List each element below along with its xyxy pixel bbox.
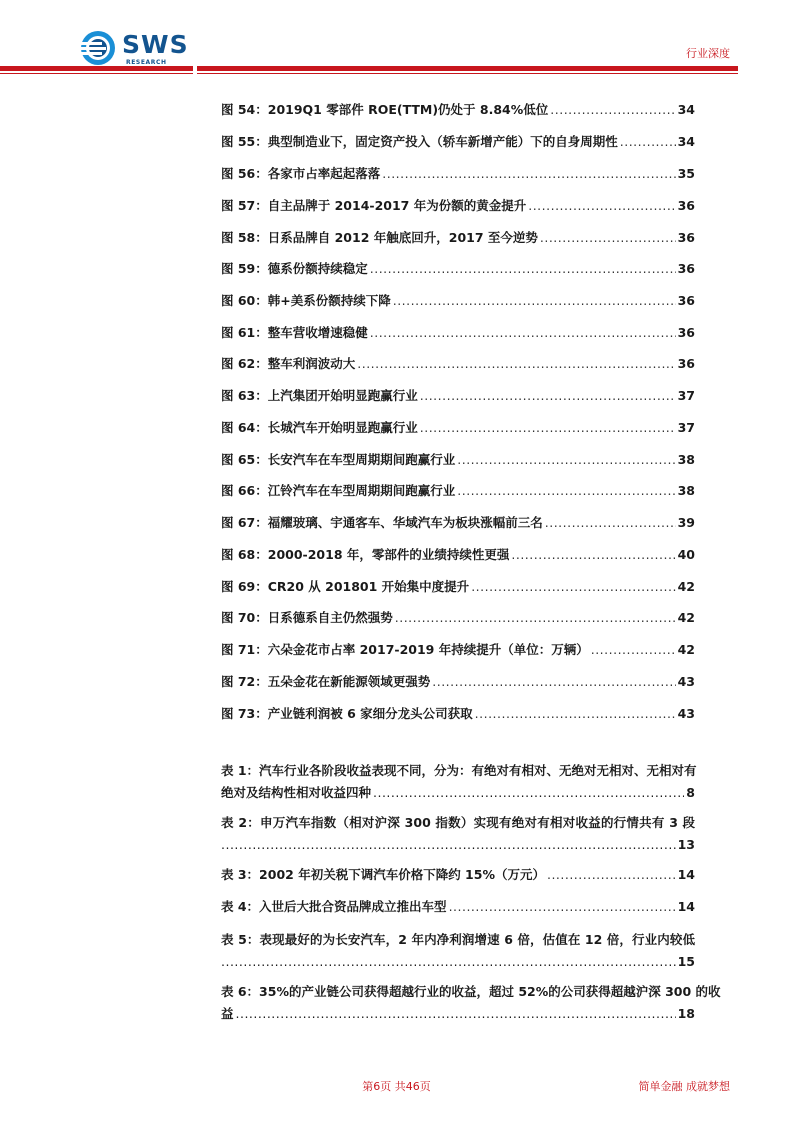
dot-leader	[393, 291, 676, 311]
toc-entry-label: 图 63：上汽集团开始明显跑赢行业	[221, 388, 418, 403]
toc-entry-figure-62[interactable]	[221, 354, 695, 374]
toc-entry-label: 图 57：自主品牌于 2014-2017 年为份额的黄金提升	[221, 198, 527, 213]
dot-leader	[545, 513, 676, 533]
toc-entry-label: 图 68：2000-2018 年，零部件的业绩持续性更强	[221, 547, 510, 562]
dot-leader	[373, 782, 684, 804]
toc-entry-page: 36	[677, 293, 695, 308]
toc-entry-label: 图 61：整车营收增速稳健	[221, 325, 368, 340]
toc-entry-figure-61[interactable]	[221, 323, 695, 343]
toc-entry-figure-55[interactable]	[221, 132, 695, 152]
dot-leader	[540, 228, 676, 248]
dot-leader	[547, 865, 676, 885]
dot-leader	[550, 100, 675, 120]
toc-entry-label: 图 71：六朵金花市占率 2017-2019 年持续提升（单位：万辆）	[221, 642, 589, 657]
toc-entry-figure-60[interactable]	[221, 291, 695, 311]
toc-entry-page: 18	[677, 1006, 695, 1021]
toc-entry-page: 37	[677, 420, 695, 435]
toc-entry-label: 图 69：CR20 从 201801 开始集中度提升	[221, 579, 470, 594]
toc-entry-page: 36	[677, 325, 695, 340]
toc-entry-page: 40	[677, 547, 695, 562]
toc-entry-page: 36	[677, 356, 695, 371]
dot-leader	[457, 450, 675, 470]
toc-entry-figure-58[interactable]	[221, 228, 695, 248]
toc-entry-page: 42	[677, 610, 695, 625]
toc-entry-page: 13	[677, 837, 695, 852]
dot-leader	[382, 164, 675, 184]
toc-entry-label: 表 6：35%的产业链公司获得超越行业的收益，超过 52%的公司获得超越沪深 300 的收	[221, 984, 721, 999]
logo-wordmark: SWS	[122, 30, 189, 59]
toc-entry-figure-63[interactable]	[221, 386, 695, 406]
toc-entry-page: 8	[686, 785, 695, 800]
toc-entry-label: 图 62：整车利润波动大	[221, 356, 356, 371]
toc-entry-page: 15	[677, 954, 695, 969]
toc-entry-figure-59[interactable]	[221, 259, 695, 279]
page-number: 第6页 共46页	[362, 1080, 431, 1093]
toc-entry-label: 表 4：入世后大批合资品牌成立推出车型	[221, 899, 447, 914]
toc-entry-page: 34	[677, 102, 695, 117]
dot-leader	[471, 577, 675, 597]
dot-leader	[221, 951, 676, 973]
toc-entry-figure-57[interactable]	[221, 196, 695, 216]
header-rule-thin	[197, 73, 738, 74]
toc-entry-label: 图 55：典型制造业下，固定资产投入（轿车新增产能）下的自身周期性	[221, 134, 618, 149]
toc-entry-label: 表 3：2002 年初关税下调汽车价格下降约 15%（万元）	[221, 867, 545, 882]
toc-entry-figure-54[interactable]	[221, 100, 695, 120]
toc-entry-page: 36	[677, 230, 695, 245]
dot-leader	[420, 386, 676, 406]
toc-entry-label: 图 60：韩+美系份额持续下降	[221, 293, 391, 308]
dot-leader	[457, 481, 675, 501]
toc-entry-figure-56[interactable]	[221, 164, 695, 184]
dot-leader	[511, 545, 675, 565]
toc-entry-figure-66[interactable]	[221, 481, 695, 501]
header-rule-thin	[0, 73, 193, 74]
toc-entry-label: 图 67：福耀玻璃、宇通客车、华域汽车为板块涨幅前三名	[221, 515, 543, 530]
toc-entry-page: 14	[677, 899, 695, 914]
footer-slogan: 简单金融 成就梦想	[638, 1080, 730, 1093]
toc-entry-label: 图 73：产业链利润被 6 家细分龙头公司获取	[221, 706, 473, 721]
toc-entry-page: 39	[677, 515, 695, 530]
toc-entry-page: 38	[677, 452, 695, 467]
toc-entry-figure-72[interactable]	[221, 672, 695, 692]
toc-entry-table-5[interactable]	[221, 929, 695, 973]
toc-entry-label: 表 5：表现最好的为长安汽车，2 年内净利润增速 6 倍，估值在 12 倍，行业内较低	[221, 932, 695, 947]
dot-leader	[475, 704, 676, 724]
dot-leader	[370, 259, 676, 279]
toc-entry-figure-68[interactable]	[221, 545, 695, 565]
dot-leader	[370, 323, 676, 343]
toc-entry-page: 36	[677, 198, 695, 213]
toc-entry-label: 表 2：申万汽车指数（相对沪深 300 指数）实现有绝对有相对收益的行情共有 3 段	[221, 815, 695, 830]
toc-entry-label: 表 1：汽车行业各阶段收益表现不同，分为：有绝对有相对、无绝对无相对、无相对有	[221, 763, 697, 778]
toc-entry-page: 43	[677, 674, 695, 689]
toc-entry-figure-69[interactable]	[221, 577, 695, 597]
logo-subtitle: RESEARCH	[126, 59, 167, 66]
toc-entry-figure-73[interactable]	[221, 704, 695, 724]
toc-entry-table-6[interactable]	[221, 981, 721, 1025]
toc-entry-figure-71[interactable]	[221, 640, 695, 660]
toc-entry-page: 14	[677, 867, 695, 882]
toc-entry-label: 图 56：各家市占率起起落落	[221, 166, 381, 181]
dot-leader	[620, 132, 676, 152]
toc-entry-table-2[interactable]	[221, 812, 695, 856]
dot-leader	[395, 608, 676, 628]
dot-leader	[449, 897, 676, 917]
dot-leader	[420, 418, 676, 438]
dot-leader	[528, 196, 675, 216]
toc-entry-figure-65[interactable]	[221, 450, 695, 470]
toc-entry-table-1[interactable]	[221, 760, 695, 804]
toc-entry-figure-67[interactable]	[221, 513, 695, 533]
toc-entry-page: 42	[677, 642, 695, 657]
toc-entry-label-cont: 益	[221, 1006, 234, 1021]
header-rule	[0, 66, 193, 71]
toc-entry-label: 图 58：日系品牌自 2012 年触底回升，2017 至今逆势	[221, 230, 538, 245]
toc-entry-label: 图 70：日系德系自主仍然强势	[221, 610, 393, 625]
report-type: 行业深度	[686, 47, 730, 60]
toc-entry-table-4[interactable]	[221, 897, 695, 917]
toc-entry-page: 35	[677, 166, 695, 181]
toc-entry-page: 38	[677, 483, 695, 498]
toc-entry-figure-64[interactable]	[221, 418, 695, 438]
toc-entry-table-3[interactable]	[221, 865, 695, 885]
dot-leader	[221, 834, 676, 856]
toc-entry-label: 图 65：长安汽车在车型周期期间跑赢行业	[221, 452, 456, 467]
dot-leader	[357, 354, 675, 374]
toc-entry-page: 34	[677, 134, 695, 149]
toc-entry-page: 43	[677, 706, 695, 721]
toc-entry-page: 36	[677, 261, 695, 276]
toc-entry-page: 42	[677, 579, 695, 594]
toc-entry-label: 图 64：长城汽车开始明显跑赢行业	[221, 420, 418, 435]
toc-entry-label: 图 72：五朵金花在新能源领域更强势	[221, 674, 431, 689]
dot-leader	[236, 1003, 676, 1025]
dot-leader	[591, 640, 676, 660]
toc-entry-label-cont: 绝对及结构性相对收益四种	[221, 785, 372, 800]
page-header	[0, 0, 793, 80]
toc-entry-figure-70[interactable]	[221, 608, 695, 628]
dot-leader	[432, 672, 675, 692]
toc-entry-page: 37	[677, 388, 695, 403]
header-rule	[197, 66, 738, 71]
sws-logo	[80, 30, 200, 70]
toc-entry-label: 图 54：2019Q1 零部件 ROE(TTM)仍处于 8.84%低位	[221, 102, 549, 117]
toc-entry-label: 图 59：德系份额持续稳定	[221, 261, 368, 276]
sws-logo-icon	[80, 30, 116, 66]
toc-entry-label: 图 66：江铃汽车在车型周期期间跑赢行业	[221, 483, 456, 498]
